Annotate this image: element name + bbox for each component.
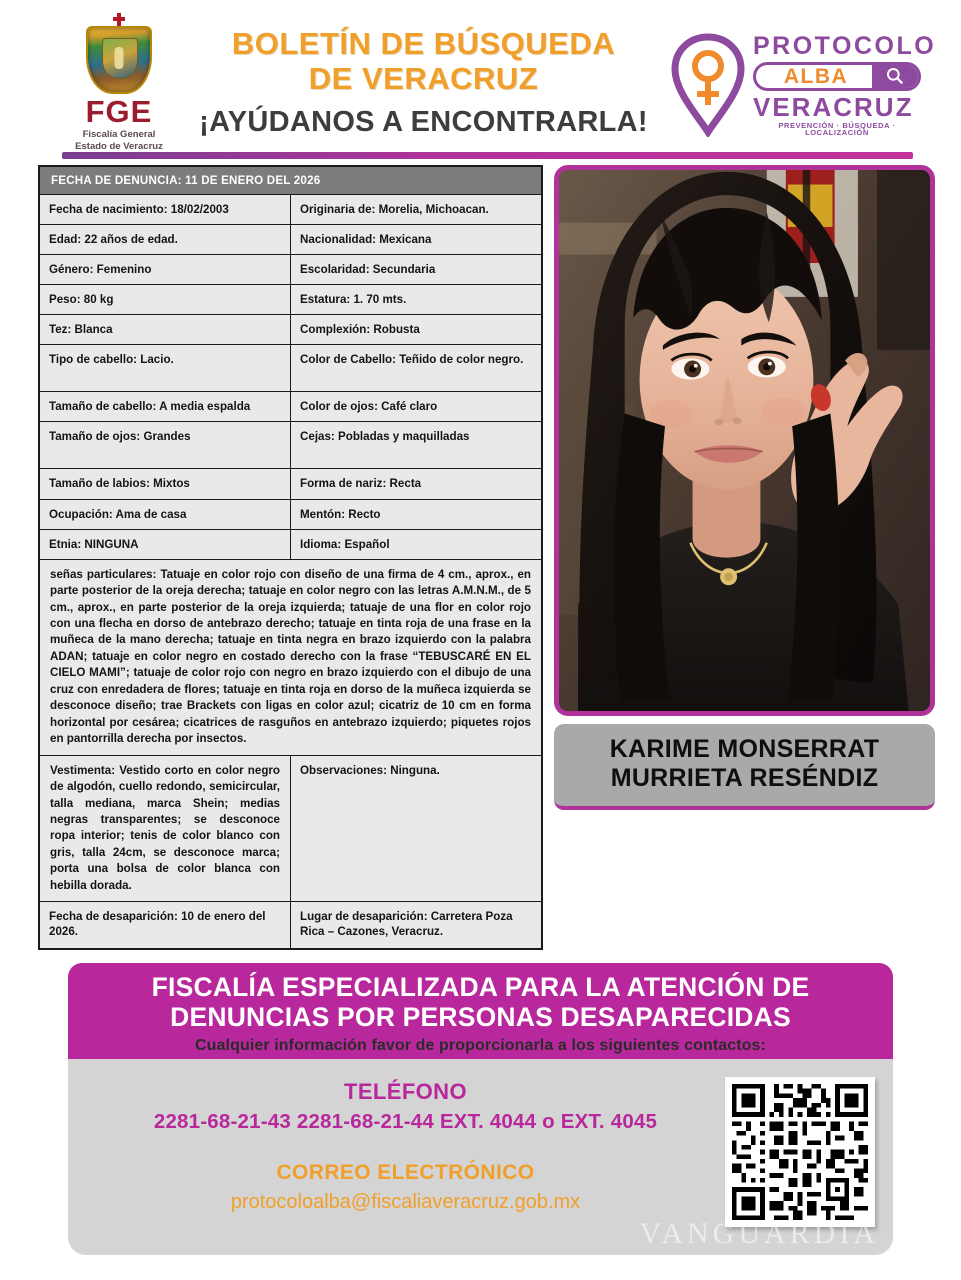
footer-banner [68, 963, 893, 1059]
protocolo-alba-logo [669, 29, 937, 137]
bulletin-body [0, 165, 961, 950]
bulletin-header [0, 0, 961, 152]
report-date-cell: FECHA DE DENUNCIA: 11 DE ENERO DEL 2026 [39, 166, 542, 195]
missing-person-photo [559, 170, 930, 711]
cell-originaria: Originaria de: Morelia, Michoacan. [291, 195, 543, 225]
cell-color-ojos: Color de ojos: Café claro [291, 392, 543, 422]
cell-ocupacion: Ocupación: Ama de casa [39, 499, 291, 529]
table-row [39, 195, 542, 225]
cell-cejas: Cejas: Pobladas y maquilladas [291, 422, 543, 469]
alba-tagline: PREVENCIÓN · BÚSQUEDA · LOCALIZACIÓN [778, 120, 896, 137]
table-row [39, 315, 542, 345]
header-title-block [178, 27, 669, 138]
missing-person-name-plate [554, 724, 935, 810]
agency-name-line2: Estado de Veracruz [75, 141, 163, 152]
agency-name-line1: Fiscalía General [82, 129, 156, 141]
cell-forma-nariz: Forma de nariz: Recta [291, 469, 543, 499]
person-name-line2: MURRIETA RESÉNDIZ [610, 764, 879, 792]
cell-nacionalidad: Nacionalidad: Mexicana [291, 225, 543, 255]
cell-peso: Peso: 80 kg [39, 285, 291, 315]
person-data-table-container [38, 165, 543, 950]
alba-pill [753, 62, 921, 91]
cell-fecha-desaparicion: Fecha de desaparición: 10 de enero del 2026. [39, 902, 291, 949]
cell-estatura: Estatura: 1. 70 mts. [291, 285, 543, 315]
help-call-to-action: ¡AYÚDANOS A ENCONTRARLA! [199, 105, 648, 138]
person-name-line1: KARIME MONSERRAT [609, 735, 880, 763]
search-icon [872, 65, 918, 88]
cell-vestimenta: Vestimenta: Vestido corto en color negro de algodón, cuello redondo, semicircular, talla mediana, marca Shein; medias negras transparentes; se desconoce ropa interior; tenis de color blanco con gris, talla 24cm, se desconoce marca; porta una bolsa de color blanca con hebilla dorada. [39, 755, 291, 902]
cell-senas-particulares: señas particulares: Tatuaje en color rojo con diseño de una firma de 4 cm., aprox., en parte posterior de la oreja derecha; tatuaje en color negro con las letras A.M.N.M., de 5 cm., aprox., en parte posterior de la oreja izquierda; tatuaje de una flor en color rojo con una flecha en dorso de antebrazo derecho; tatuaje en tinta roja de una frase en la muñeca de la mano derecha; tatuaje en tinta negra en brazo izquierdo con la palabra ADAN; tatuaje en color negro en costado derecho con la frase “TEBUSCARÉ EN EL CIELO MAMI”; tatuaje de color rojo con negro en brazo izquierdo con el dibujo de una cruz con enredadera de flores; tatuaje en tinta roja en dorso de la muñeca izquierda se desconoce diseño; trae Brackets con ligas en color azul; cicatriz de 10 cm en forma horizontal por cesárea; cicatrices de rasguños en antebrazo izquierdo; piquetes rojos en pantorrilla derecha por insectos. [39, 559, 542, 755]
alba-veracruz-text: VERACRUZ [753, 91, 914, 122]
qr-code[interactable] [725, 1077, 875, 1227]
phone-numbers[interactable]: 2281-68-21-43 2281-68-21-44 EXT. 4044 o EXT. 4045 [153, 1110, 658, 1134]
cell-tamano-labios: Tamaño de labios: Mixtos [39, 469, 291, 499]
qr-code-icon [732, 1084, 868, 1220]
footer-banner-line2: DENUNCIAS POR PERSONAS DESAPARECIDAS [170, 1001, 791, 1032]
cell-tez: Tez: Blanca [39, 315, 291, 345]
contact-details [86, 1073, 725, 1214]
table-row [39, 499, 542, 529]
email-label: CORREO ELECTRÓNICO [276, 1161, 535, 1185]
footer-banner-line1: FISCALÍA ESPECIALIZADA PARA LA ATENCIÓN DE [151, 971, 810, 1002]
cell-observaciones: Observaciones: Ninguna. [291, 755, 543, 902]
person-data-table [38, 165, 543, 950]
cell-genero: Género: Femenino [39, 255, 291, 285]
cell-complexion: Complexión: Robusta [291, 315, 543, 345]
contact-footer [68, 963, 893, 1255]
cell-escolaridad: Escolaridad: Secundaria [291, 255, 543, 285]
table-row-senas [39, 559, 542, 755]
source-watermark: VANGUARDIA [639, 1217, 879, 1251]
missing-person-photo-frame [554, 165, 935, 716]
table-row [39, 529, 542, 559]
cell-edad: Edad: 22 años de edad. [39, 225, 291, 255]
cell-tamano-cabello: Tamaño de cabello: A media espalda [39, 392, 291, 422]
bulletin-title-line2: DE VERACRUZ [308, 61, 539, 96]
footer-contact-body [68, 1059, 893, 1255]
table-row-desaparicion [39, 902, 542, 949]
cell-fecha-nacimiento: Fecha de nacimiento: 18/02/2003 [39, 195, 291, 225]
alba-text: ALBA [783, 64, 849, 88]
missing-person-photo-column [554, 165, 935, 810]
cell-tamano-ojos: Tamaño de ojos: Grandes [39, 422, 291, 469]
bulletin-title-line1: BOLETÍN DE BÚSQUEDA [231, 26, 616, 62]
phone-label: TELÉFONO [344, 1079, 467, 1105]
fge-logo [60, 13, 178, 153]
table-row [39, 285, 542, 315]
email-address[interactable]: protocoloalba@fiscaliaveracruz.gob.mx [230, 1191, 581, 1214]
footer-banner-subtitle: Cualquier información favor de proporcionarla a los siguientes contactos: [195, 1037, 766, 1055]
table-row-report-date [39, 166, 542, 195]
table-row [39, 422, 542, 469]
alba-protocolo-text: PROTOCOLO [753, 31, 937, 60]
cell-tipo-cabello: Tipo de cabello: Lacio. [39, 345, 291, 392]
table-row [39, 225, 542, 255]
fge-acronym: FGE [85, 94, 153, 130]
table-row [39, 469, 542, 499]
table-row [39, 392, 542, 422]
veracruz-coat-of-arms-icon [82, 13, 156, 95]
table-row [39, 345, 542, 392]
table-row-vestimenta [39, 755, 542, 902]
table-row [39, 255, 542, 285]
header-divider [62, 152, 913, 159]
location-pin-female-icon [669, 33, 747, 137]
cell-idioma: Idioma: Español [291, 529, 543, 559]
cell-lugar-desaparicion: Lugar de desaparición: Carretera Poza Rica – Cazones, Veracruz. [291, 902, 543, 949]
cell-color-cabello: Color de Cabello: Teñido de color negro. [291, 345, 543, 392]
cell-etnia: Etnia: NINGUNA [39, 529, 291, 559]
cell-menton: Mentón: Recto [291, 499, 543, 529]
